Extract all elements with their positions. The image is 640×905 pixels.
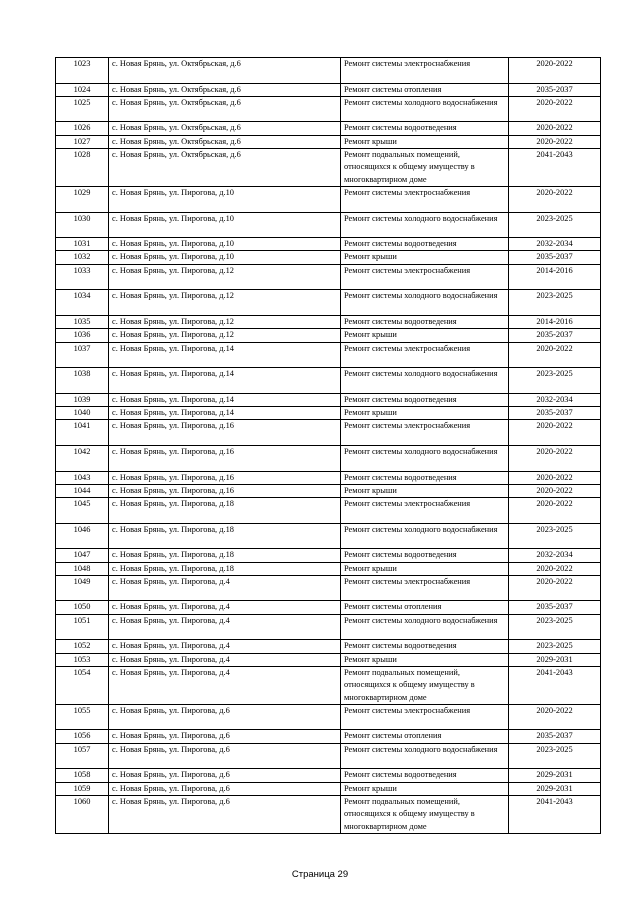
- period-cell: 2035-2037: [509, 407, 601, 420]
- table-row: [56, 149, 601, 187]
- address-cell: с. Новая Брянь, ул. Октябрьская, д.6: [109, 149, 341, 187]
- row-number-cell: 1038: [56, 368, 109, 394]
- period-cell: 2020-2022: [509, 135, 601, 148]
- period-cell: 2020-2022: [509, 186, 601, 212]
- work-type-cell: Ремонт системы холодного водоснабжения: [341, 445, 509, 471]
- row-number-cell: 1039: [56, 393, 109, 406]
- table-row: [56, 264, 601, 290]
- row-number-cell: 1050: [56, 601, 109, 614]
- work-type-cell: Ремонт системы водоотведения: [341, 769, 509, 782]
- table-row: [56, 445, 601, 471]
- period-cell: 2041-2043: [509, 666, 601, 704]
- address-cell: с. Новая Брянь, ул. Октябрьская, д.6: [109, 122, 341, 135]
- work-type-cell: Ремонт крыши: [341, 562, 509, 575]
- table-row: [56, 562, 601, 575]
- period-cell: 2029-2031: [509, 782, 601, 795]
- table-row: [56, 743, 601, 769]
- table-row: [56, 769, 601, 782]
- work-type-cell: Ремонт крыши: [341, 484, 509, 497]
- period-cell: 2041-2043: [509, 149, 601, 187]
- table-row: [56, 484, 601, 497]
- table-row: [56, 653, 601, 666]
- period-cell: 2023-2025: [509, 743, 601, 769]
- address-cell: с. Новая Брянь, ул. Октябрьская, д.6: [109, 135, 341, 148]
- work-type-cell: Ремонт системы холодного водоснабжения: [341, 212, 509, 238]
- period-cell: 2020-2022: [509, 562, 601, 575]
- address-cell: с. Новая Брянь, ул. Пирогова, д.4: [109, 614, 341, 640]
- row-number-cell: 1040: [56, 407, 109, 420]
- row-number-cell: 1032: [56, 251, 109, 264]
- work-type-cell: Ремонт системы отопления: [341, 730, 509, 743]
- row-number-cell: 1051: [56, 614, 109, 640]
- address-cell: с. Новая Брянь, ул. Пирогова, д.4: [109, 601, 341, 614]
- period-cell: 2020-2022: [509, 96, 601, 122]
- row-number-cell: 1028: [56, 149, 109, 187]
- row-number-cell: 1049: [56, 575, 109, 601]
- table-row: [56, 393, 601, 406]
- work-type-cell: Ремонт крыши: [341, 653, 509, 666]
- address-cell: с. Новая Брянь, ул. Пирогова, д.12: [109, 290, 341, 316]
- row-number-cell: 1058: [56, 769, 109, 782]
- work-type-cell: Ремонт системы холодного водоснабжения: [341, 743, 509, 769]
- row-number-cell: 1054: [56, 666, 109, 704]
- address-cell: с. Новая Брянь, ул. Октябрьская, д.6: [109, 58, 341, 84]
- table-row: [56, 186, 601, 212]
- address-cell: с. Новая Брянь, ул. Пирогова, д.4: [109, 666, 341, 704]
- table-row: [56, 704, 601, 730]
- row-number-cell: 1045: [56, 498, 109, 524]
- row-number-cell: 1048: [56, 562, 109, 575]
- table-row: [56, 58, 601, 84]
- address-cell: с. Новая Брянь, ул. Пирогова, д.10: [109, 238, 341, 251]
- table-row: [56, 83, 601, 96]
- work-type-cell: Ремонт системы водоотведения: [341, 238, 509, 251]
- period-cell: 2020-2022: [509, 420, 601, 446]
- work-type-cell: Ремонт системы электроснабжения: [341, 420, 509, 446]
- address-cell: с. Новая Брянь, ул. Пирогова, д.14: [109, 393, 341, 406]
- work-type-cell: Ремонт системы холодного водоснабжения: [341, 368, 509, 394]
- period-cell: 2023-2025: [509, 290, 601, 316]
- table-row: [56, 212, 601, 238]
- address-cell: с. Новая Брянь, ул. Пирогова, д.6: [109, 704, 341, 730]
- work-type-cell: Ремонт системы водоотведения: [341, 471, 509, 484]
- address-cell: с. Новая Брянь, ул. Пирогова, д.16: [109, 445, 341, 471]
- row-number-cell: 1026: [56, 122, 109, 135]
- row-number-cell: 1023: [56, 58, 109, 84]
- table-row: [56, 96, 601, 122]
- work-type-cell: Ремонт системы холодного водоснабжения: [341, 96, 509, 122]
- table-row: [56, 420, 601, 446]
- table-row: [56, 315, 601, 328]
- period-cell: 2020-2022: [509, 58, 601, 84]
- address-cell: с. Новая Брянь, ул. Пирогова, д.12: [109, 315, 341, 328]
- table-row: [56, 795, 601, 833]
- row-number-cell: 1042: [56, 445, 109, 471]
- table-row: [56, 666, 601, 704]
- table-body: [56, 58, 601, 834]
- period-cell: 2014-2016: [509, 264, 601, 290]
- row-number-cell: 1033: [56, 264, 109, 290]
- work-type-cell: Ремонт системы отопления: [341, 601, 509, 614]
- period-cell: 2035-2037: [509, 601, 601, 614]
- table-row: [56, 342, 601, 368]
- row-number-cell: 1047: [56, 549, 109, 562]
- work-type-cell: Ремонт системы электроснабжения: [341, 498, 509, 524]
- row-number-cell: 1027: [56, 135, 109, 148]
- row-number-cell: 1034: [56, 290, 109, 316]
- address-cell: с. Новая Брянь, ул. Пирогова, д.4: [109, 575, 341, 601]
- period-cell: 2029-2031: [509, 769, 601, 782]
- table-row: [56, 614, 601, 640]
- row-number-cell: 1044: [56, 484, 109, 497]
- work-type-cell: Ремонт крыши: [341, 329, 509, 342]
- table-row: [56, 730, 601, 743]
- repair-schedule-table: [55, 57, 601, 834]
- table-row: [56, 368, 601, 394]
- period-cell: 2020-2022: [509, 575, 601, 601]
- row-number-cell: 1055: [56, 704, 109, 730]
- work-type-cell: Ремонт системы электроснабжения: [341, 575, 509, 601]
- period-cell: 2041-2043: [509, 795, 601, 833]
- work-type-cell: Ремонт подвальных помещений, относящихся к общему имуществу в многоквартирном доме: [341, 666, 509, 704]
- address-cell: с. Новая Брянь, ул. Пирогова, д.4: [109, 640, 341, 653]
- row-number-cell: 1057: [56, 743, 109, 769]
- table-row: [56, 782, 601, 795]
- address-cell: с. Новая Брянь, ул. Октябрьская, д.6: [109, 83, 341, 96]
- work-type-cell: Ремонт системы холодного водоснабжения: [341, 614, 509, 640]
- address-cell: с. Новая Брянь, ул. Пирогова, д.18: [109, 498, 341, 524]
- address-cell: с. Новая Брянь, ул. Пирогова, д.16: [109, 420, 341, 446]
- period-cell: 2020-2022: [509, 342, 601, 368]
- work-type-cell: Ремонт системы холодного водоснабжения: [341, 290, 509, 316]
- work-type-cell: Ремонт системы водоотведения: [341, 393, 509, 406]
- table-row: [56, 498, 601, 524]
- table-row: [56, 640, 601, 653]
- address-cell: с. Новая Брянь, ул. Пирогова, д.12: [109, 264, 341, 290]
- row-number-cell: 1035: [56, 315, 109, 328]
- period-cell: 2032-2034: [509, 393, 601, 406]
- row-number-cell: 1037: [56, 342, 109, 368]
- row-number-cell: 1052: [56, 640, 109, 653]
- work-type-cell: Ремонт подвальных помещений, относящихся к общему имуществу в многоквартирном доме: [341, 149, 509, 187]
- work-type-cell: Ремонт системы холодного водоснабжения: [341, 523, 509, 549]
- row-number-cell: 1030: [56, 212, 109, 238]
- row-number-cell: 1053: [56, 653, 109, 666]
- work-type-cell: Ремонт системы водоотведения: [341, 549, 509, 562]
- address-cell: с. Новая Брянь, ул. Пирогова, д.18: [109, 549, 341, 562]
- work-type-cell: Ремонт системы электроснабжения: [341, 58, 509, 84]
- period-cell: 2020-2022: [509, 471, 601, 484]
- period-cell: 2014-2016: [509, 315, 601, 328]
- address-cell: с. Новая Брянь, ул. Пирогова, д.18: [109, 523, 341, 549]
- address-cell: с. Новая Брянь, ул. Пирогова, д.14: [109, 368, 341, 394]
- period-cell: 2020-2022: [509, 484, 601, 497]
- table-row: [56, 549, 601, 562]
- row-number-cell: 1043: [56, 471, 109, 484]
- repair-schedule-sheet: [55, 57, 600, 834]
- address-cell: с. Новая Брянь, ул. Пирогова, д.6: [109, 782, 341, 795]
- period-cell: 2035-2037: [509, 83, 601, 96]
- period-cell: 2020-2022: [509, 122, 601, 135]
- table-row: [56, 523, 601, 549]
- work-type-cell: Ремонт системы электроснабжения: [341, 186, 509, 212]
- table-row: [56, 251, 601, 264]
- work-type-cell: Ремонт системы водоотведения: [341, 640, 509, 653]
- period-cell: 2023-2025: [509, 523, 601, 549]
- table-row: [56, 122, 601, 135]
- address-cell: с. Новая Брянь, ул. Пирогова, д.12: [109, 329, 341, 342]
- work-type-cell: Ремонт крыши: [341, 407, 509, 420]
- period-cell: 2035-2037: [509, 329, 601, 342]
- table-row: [56, 329, 601, 342]
- period-cell: 2029-2031: [509, 653, 601, 666]
- row-number-cell: 1025: [56, 96, 109, 122]
- work-type-cell: Ремонт системы водоотведения: [341, 122, 509, 135]
- table-row: [56, 471, 601, 484]
- address-cell: с. Новая Брянь, ул. Пирогова, д.10: [109, 212, 341, 238]
- period-cell: 2023-2025: [509, 614, 601, 640]
- work-type-cell: Ремонт системы водоотведения: [341, 315, 509, 328]
- address-cell: с. Новая Брянь, ул. Пирогова, д.6: [109, 730, 341, 743]
- address-cell: с. Новая Брянь, ул. Пирогова, д.6: [109, 795, 341, 833]
- table-row: [56, 238, 601, 251]
- work-type-cell: Ремонт системы электроснабжения: [341, 342, 509, 368]
- table-row: [56, 601, 601, 614]
- row-number-cell: 1056: [56, 730, 109, 743]
- address-cell: с. Новая Брянь, ул. Пирогова, д.10: [109, 251, 341, 264]
- work-type-cell: Ремонт системы отопления: [341, 83, 509, 96]
- row-number-cell: 1029: [56, 186, 109, 212]
- period-cell: 2035-2037: [509, 730, 601, 743]
- work-type-cell: Ремонт системы электроснабжения: [341, 704, 509, 730]
- period-cell: 2023-2025: [509, 368, 601, 394]
- address-cell: с. Новая Брянь, ул. Пирогова, д.16: [109, 471, 341, 484]
- period-cell: 2020-2022: [509, 445, 601, 471]
- row-number-cell: 1036: [56, 329, 109, 342]
- work-type-cell: Ремонт системы электроснабжения: [341, 264, 509, 290]
- period-cell: 2032-2034: [509, 238, 601, 251]
- table-row: [56, 407, 601, 420]
- work-type-cell: Ремонт крыши: [341, 782, 509, 795]
- work-type-cell: Ремонт крыши: [341, 135, 509, 148]
- row-number-cell: 1041: [56, 420, 109, 446]
- period-cell: 2020-2022: [509, 704, 601, 730]
- page-number-label: Страница 29: [291, 869, 349, 880]
- row-number-cell: 1024: [56, 83, 109, 96]
- address-cell: с. Новая Брянь, ул. Пирогова, д.6: [109, 769, 341, 782]
- row-number-cell: 1060: [56, 795, 109, 833]
- period-cell: 2035-2037: [509, 251, 601, 264]
- address-cell: с. Новая Брянь, ул. Пирогова, д.6: [109, 743, 341, 769]
- table-row: [56, 575, 601, 601]
- page-footer: [0, 869, 640, 880]
- row-number-cell: 1059: [56, 782, 109, 795]
- address-cell: с. Новая Брянь, ул. Пирогова, д.14: [109, 342, 341, 368]
- address-cell: с. Новая Брянь, ул. Пирогова, д.4: [109, 653, 341, 666]
- period-cell: 2032-2034: [509, 549, 601, 562]
- work-type-cell: Ремонт подвальных помещений, относящихся к общему имуществу в многоквартирном доме: [341, 795, 509, 833]
- table-row: [56, 290, 601, 316]
- work-type-cell: Ремонт крыши: [341, 251, 509, 264]
- address-cell: с. Новая Брянь, ул. Пирогова, д.18: [109, 562, 341, 575]
- address-cell: с. Новая Брянь, ул. Октябрьская, д.6: [109, 96, 341, 122]
- period-cell: 2020-2022: [509, 498, 601, 524]
- period-cell: 2023-2025: [509, 212, 601, 238]
- address-cell: с. Новая Брянь, ул. Пирогова, д.14: [109, 407, 341, 420]
- address-cell: с. Новая Брянь, ул. Пирогова, д.16: [109, 484, 341, 497]
- address-cell: с. Новая Брянь, ул. Пирогова, д.10: [109, 186, 341, 212]
- period-cell: 2023-2025: [509, 640, 601, 653]
- row-number-cell: 1031: [56, 238, 109, 251]
- row-number-cell: 1046: [56, 523, 109, 549]
- table-row: [56, 135, 601, 148]
